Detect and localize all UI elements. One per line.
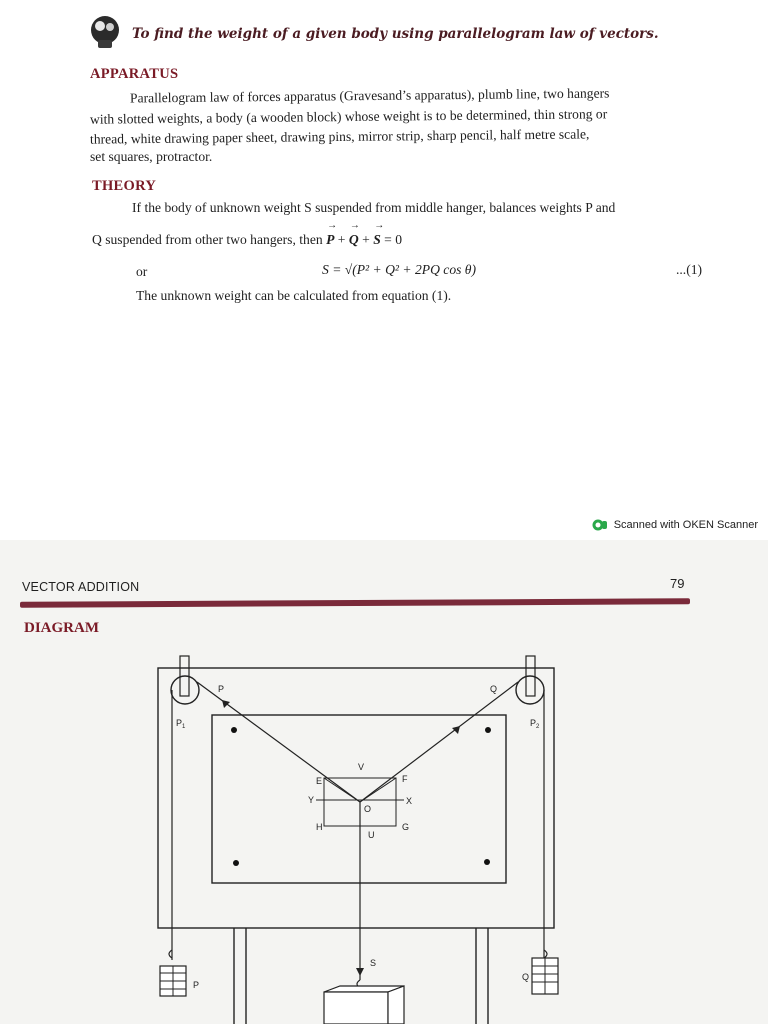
arrow-s xyxy=(356,968,364,976)
label-f: F xyxy=(402,774,408,784)
pin-dot xyxy=(233,860,239,866)
plus-2: + xyxy=(362,232,370,247)
label-x: X xyxy=(406,796,413,806)
label-q-weight: Q xyxy=(522,972,530,982)
string-q xyxy=(360,682,518,802)
label-u: U xyxy=(368,830,375,840)
label-o: O xyxy=(364,804,372,814)
line-eo xyxy=(324,778,360,802)
board-frame xyxy=(158,668,554,928)
pin-dot xyxy=(231,727,237,733)
left-slotted-weights xyxy=(160,966,186,996)
equation-number: ...(1) xyxy=(676,262,703,277)
label-v: V xyxy=(358,762,365,772)
experiment-icon xyxy=(86,12,124,50)
oken-scanner-icon xyxy=(592,518,608,532)
apparatus-line-4: set squares, protractor. xyxy=(90,149,213,164)
label-p2: $P_2$ xyxy=(530,718,540,730)
apparatus-line-1: Parallelogram law of forces apparatus (Gravesand’s apparatus), plumb line, two hangers xyxy=(129,85,610,106)
vector-q: → Q xyxy=(349,232,359,248)
plus-1: + xyxy=(337,232,346,247)
label-h: H xyxy=(316,822,323,832)
vector-s: → S xyxy=(373,232,381,248)
label-e: E xyxy=(316,776,323,786)
wooden-block xyxy=(324,980,404,1024)
aim-row xyxy=(86,12,659,50)
page-number: 79 xyxy=(670,576,685,591)
pin-dot xyxy=(485,727,491,733)
scanner-watermark xyxy=(592,518,758,532)
line-fo xyxy=(360,778,396,802)
theory-heading: THEORY xyxy=(92,178,157,194)
label-p-weight: P xyxy=(193,980,200,990)
theory-line-2-prefix: Q suspended from other two hangers, then xyxy=(92,232,323,247)
right-slotted-weights xyxy=(532,958,558,994)
pin-dot xyxy=(484,859,490,865)
arrow-p xyxy=(222,700,230,708)
arrow-q xyxy=(452,726,460,734)
chapter-header: VECTOR ADDITION xyxy=(22,580,140,594)
aim-title: To find the weight of a given body using parallelogram law of vectors. xyxy=(132,26,659,42)
string-p xyxy=(197,682,360,802)
vector-p: → P xyxy=(326,232,334,248)
left-pulley xyxy=(171,676,199,704)
theory-line-4: The unknown weight can be calculated from equation (1). xyxy=(136,288,452,303)
or-label: or xyxy=(136,264,148,279)
theory-line-1: If the body of unknown weight S suspended from middle hanger, balances weights P and xyxy=(132,200,616,215)
label-s: S xyxy=(370,958,377,968)
gravesand-apparatus-diagram xyxy=(0,540,768,1024)
theory-line-2 xyxy=(92,232,402,248)
formula: S = √(P² + Q² + 2PQ cos θ) xyxy=(322,262,477,277)
diagram-title: DIAGRAM xyxy=(24,620,99,636)
apparatus-heading: APPARATUS xyxy=(90,66,179,82)
label-y: Y xyxy=(308,795,315,805)
apparatus-line-2: with slotted weights, a body (a wooden block) whose weight is to be determined, thin strong or xyxy=(89,106,608,127)
apparatus-line-3: thread, white drawing paper sheet, drawing pins, mirror strip, sharp pencil, half metre scale, xyxy=(89,126,590,147)
vector-eq-rhs: = 0 xyxy=(384,232,403,247)
label-q: Q xyxy=(490,684,498,694)
scanner-label: Scanned with OKEN Scanner xyxy=(613,519,758,531)
label-g: G xyxy=(402,822,410,832)
label-p1: $P_1$ xyxy=(176,718,186,730)
right-pulley xyxy=(516,676,544,704)
paper-sheet xyxy=(212,715,506,883)
label-p: P xyxy=(218,684,225,694)
page-bottom xyxy=(0,540,768,1024)
